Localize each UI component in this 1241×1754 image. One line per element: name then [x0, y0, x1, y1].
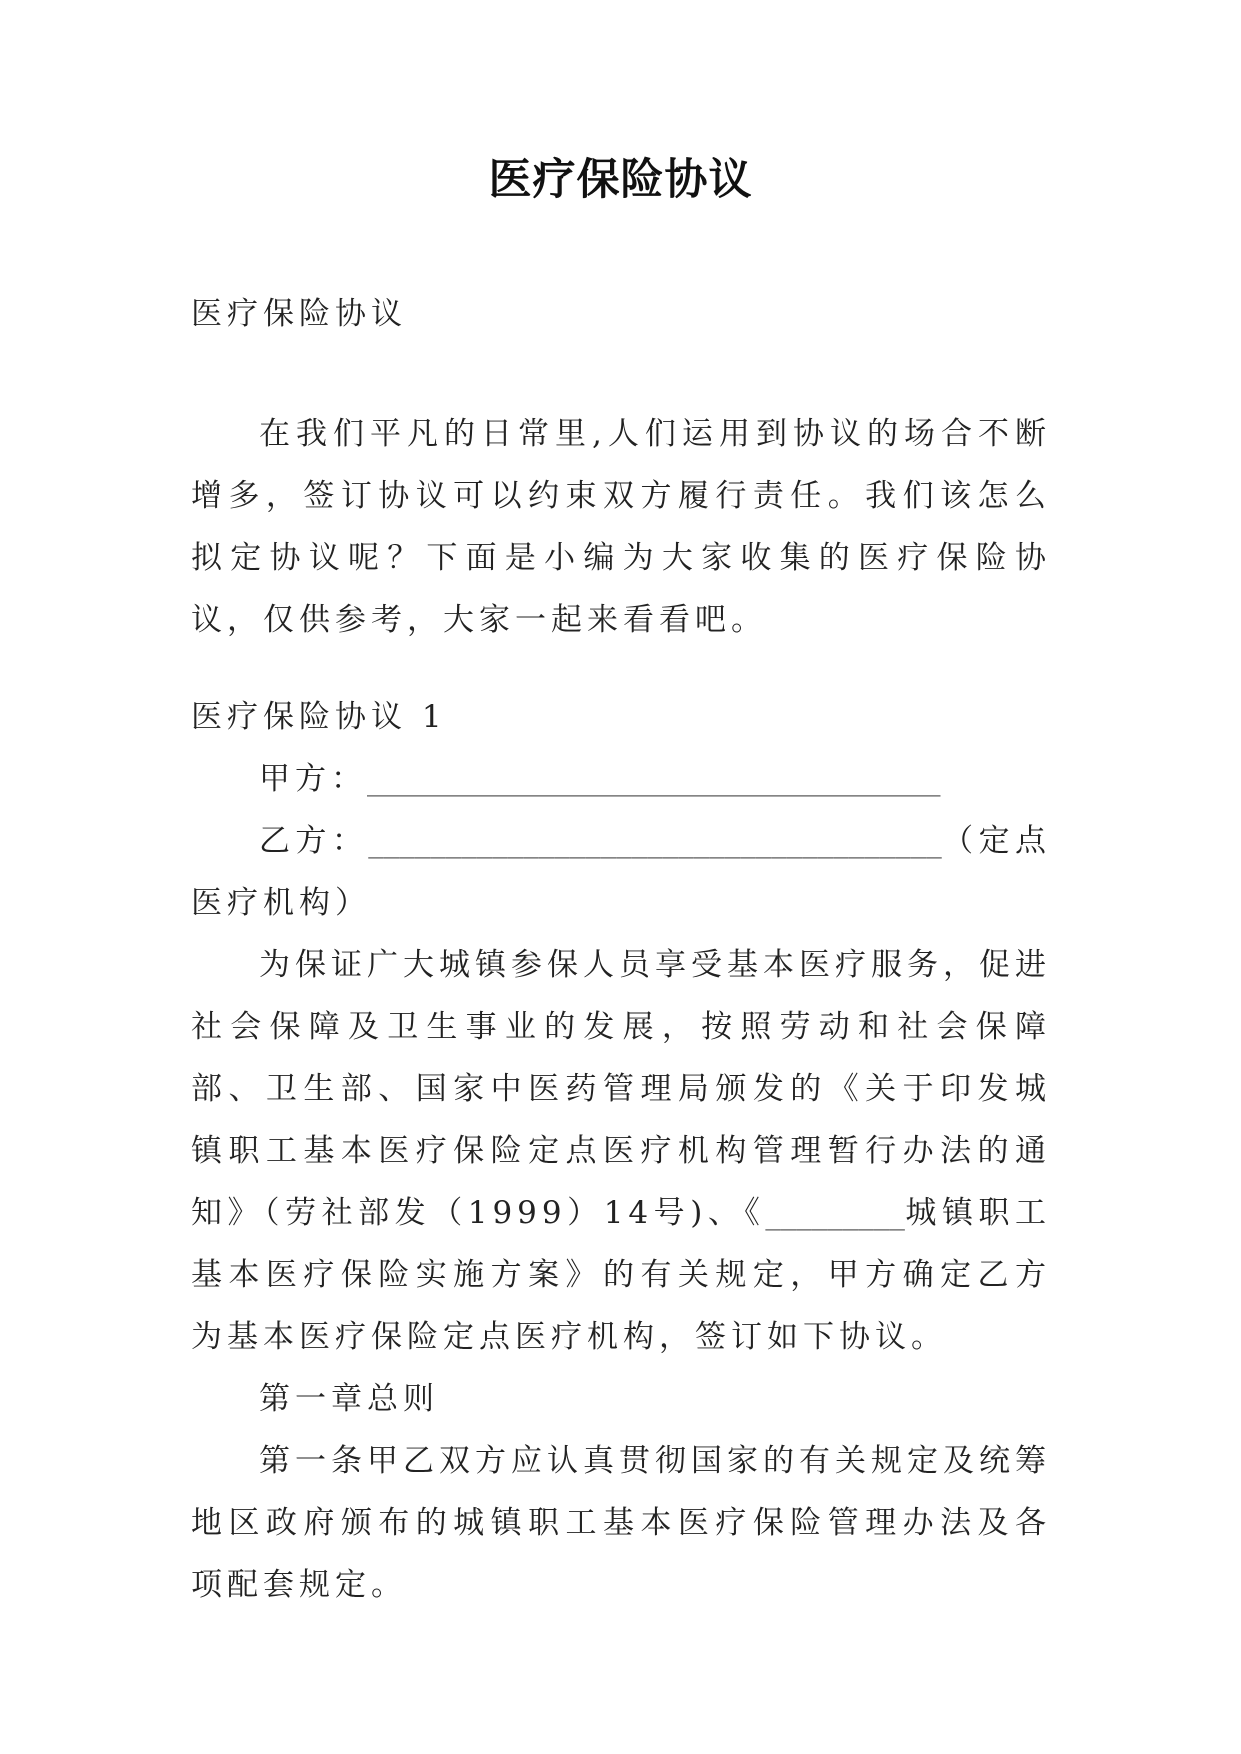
party-a-label: 甲方：: [259, 761, 367, 797]
party-b-line: [191, 810, 1051, 934]
document-subtitle: 医疗保险协议: [191, 296, 407, 332]
intro-paragraph: 在我们平凡的日常里,人们运用到协议的场合不断增多，签订协议可以约束双方履行责任。我们该怎么拟定协议呢？下面是小编为大家收集的医疗保险协议，仅供参考，大家一起来看看吧。: [191, 416, 1051, 638]
chapter-heading: 第一章总则: [259, 1381, 439, 1417]
region-blank: _________: [765, 1195, 905, 1231]
document-subtitle-block: [191, 283, 1051, 345]
paragraph-purpose: [191, 934, 1051, 1368]
party-b-suffix: （定点医疗机构）: [191, 823, 1051, 921]
section-title: 医疗保险协议 1: [191, 699, 447, 735]
page-title: 医疗保险协议: [488, 155, 753, 205]
paragraph-purpose-part1: 为保证广大城镇参保人员享受基本医疗服务，促进社会保障及卫生事业的发展，按照劳动和社会保障部、卫生部、国家中医药管理局颁发的《关于印发城镇职工基本医疗保险定点医疗机构管理暂行办法的通知》（劳社部发（1999）14号)、《: [191, 947, 1051, 1231]
agreement-body: [191, 686, 1051, 1616]
party-b-blank: _____________________________________: [368, 823, 942, 859]
party-a-line: [191, 748, 1051, 810]
intro-block: [191, 403, 1051, 651]
party-b-label: 乙方：: [259, 823, 369, 859]
paragraph-purpose-part2: 城镇职工基本医疗保险实施方案》的有关规定，甲方确定乙方为基本医疗保险定点医疗机构，签订如下协议。: [191, 1195, 1052, 1355]
article-1: 第一条甲乙双方应认真贯彻国家的有关规定及统筹地区政府颁布的城镇职工基本医疗保险管理办法及各项配套规定。: [191, 1443, 1051, 1603]
party-a-blank: _____________________________________: [367, 761, 941, 797]
